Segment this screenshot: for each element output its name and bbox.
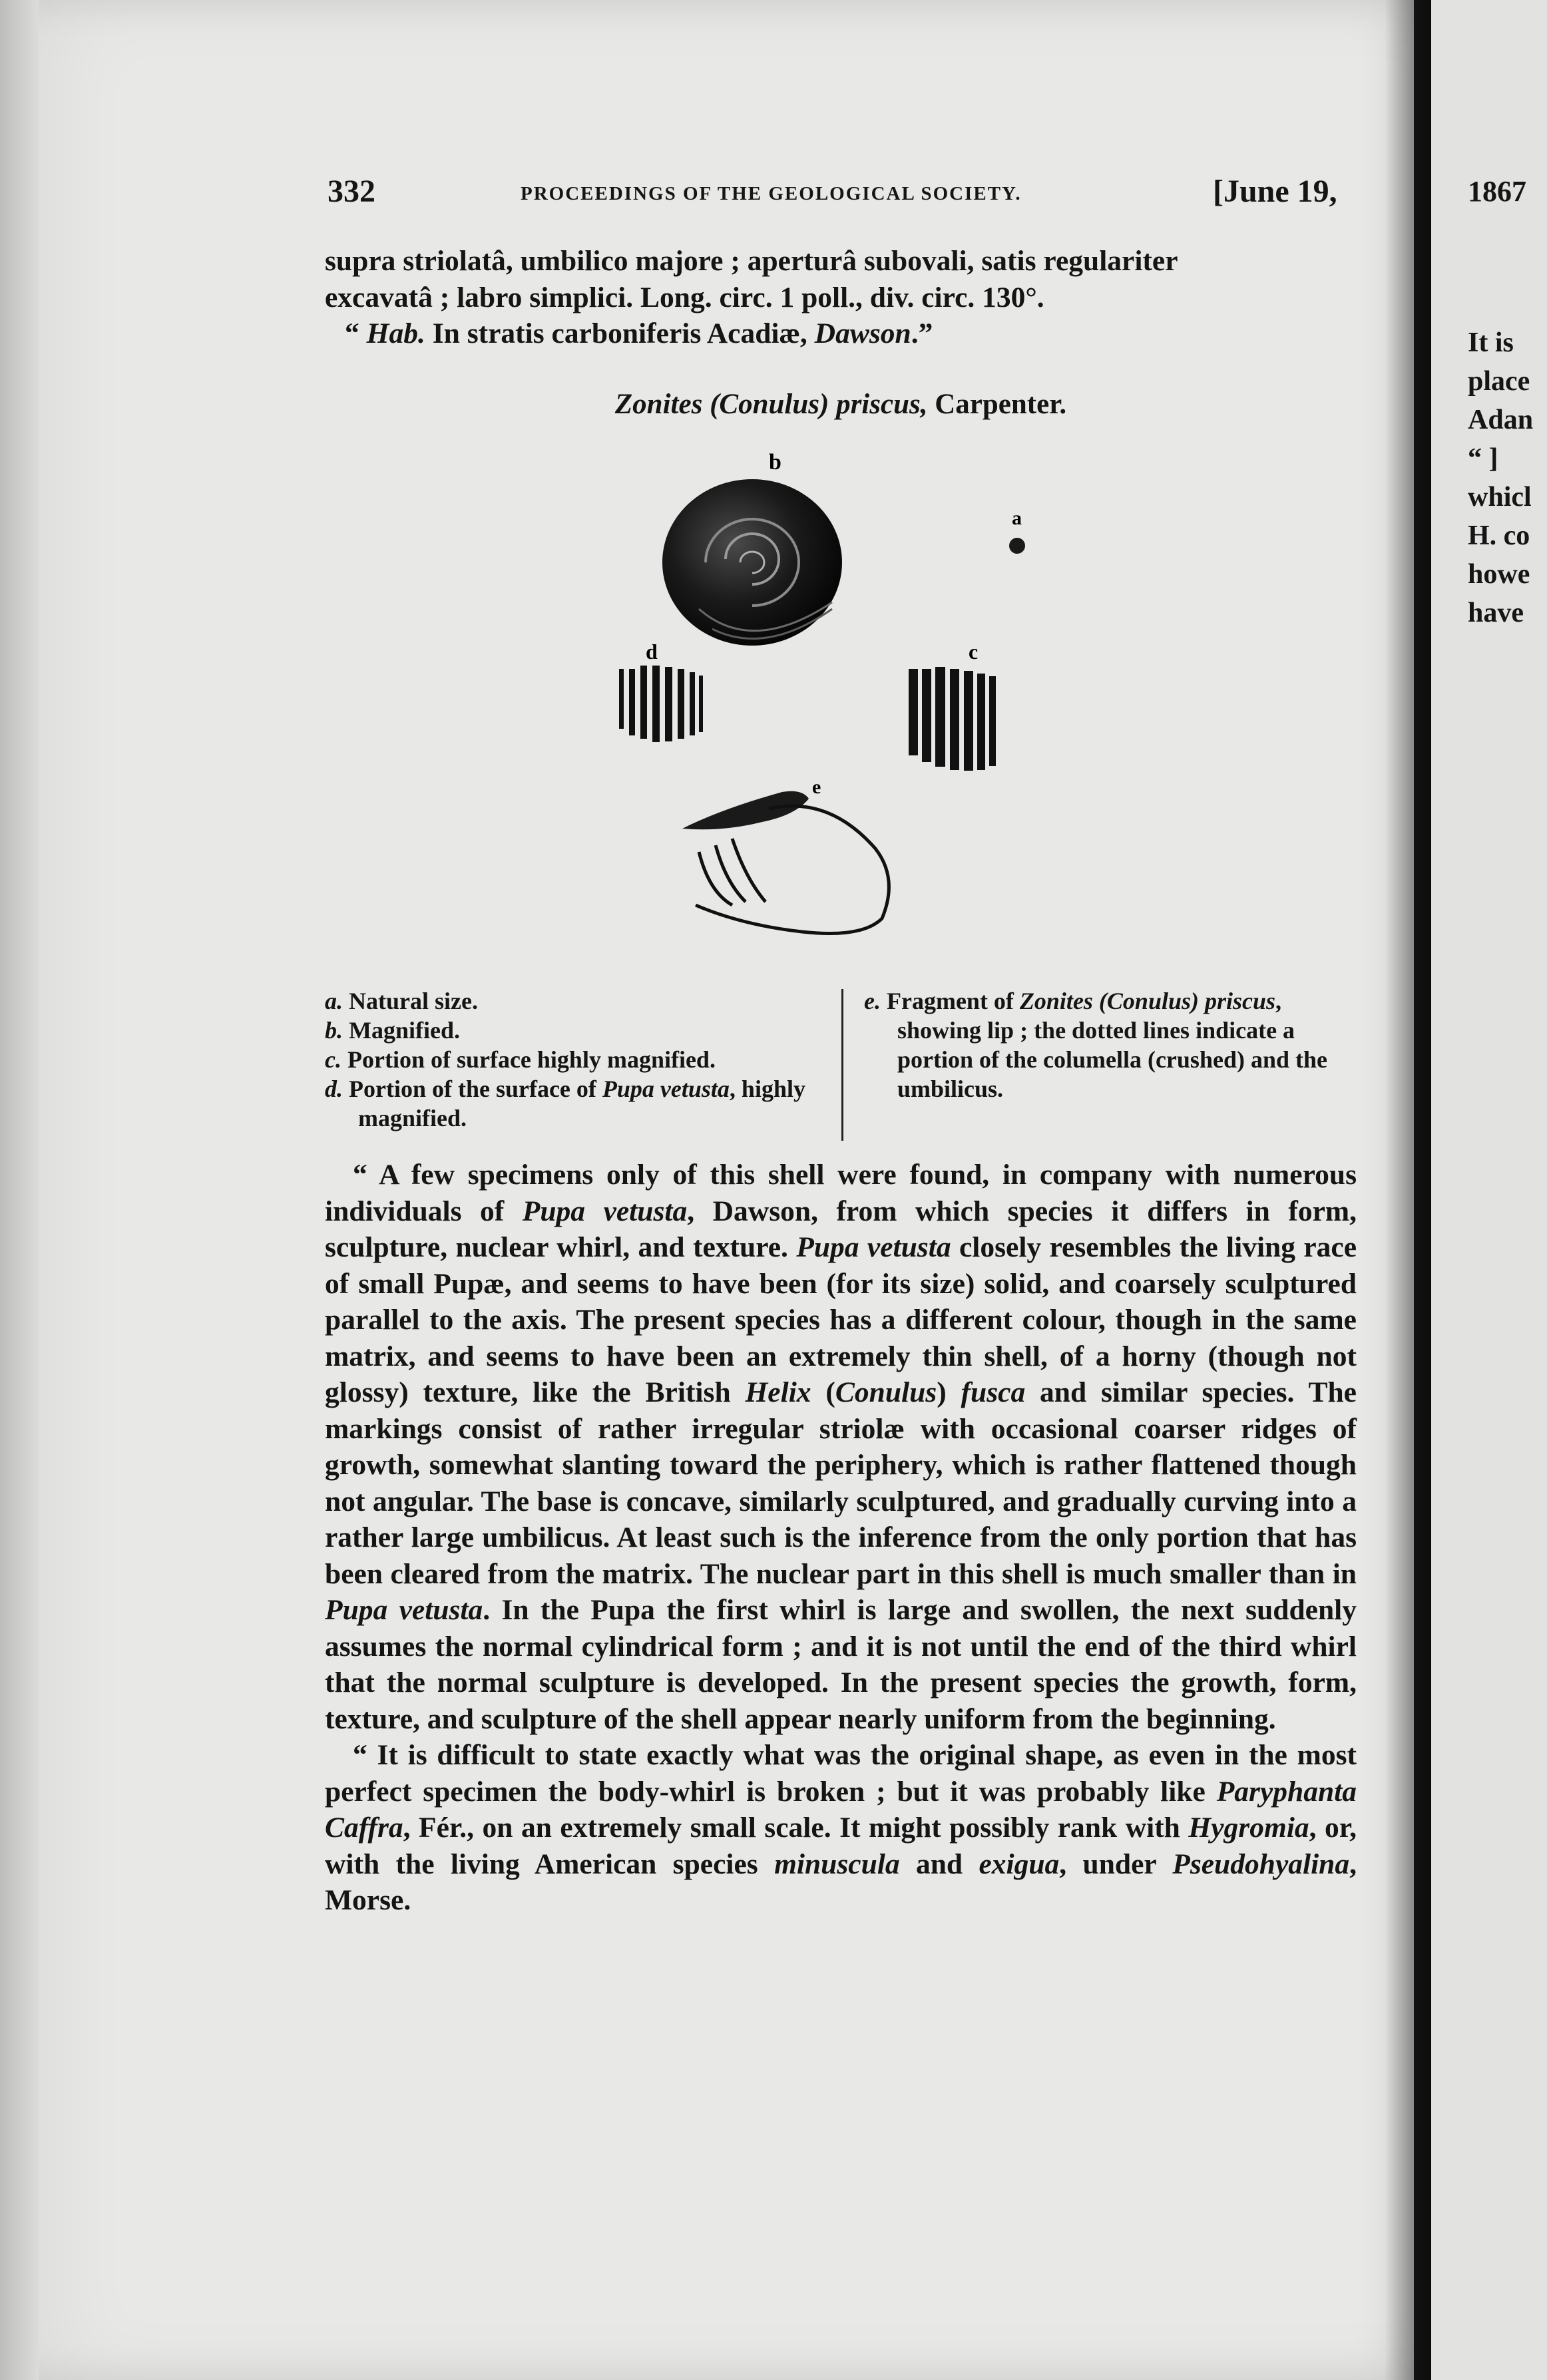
- caption-a-text: Natural size.: [343, 988, 478, 1014]
- habitat-text: In stratis carboniferis Acadiæ,: [425, 317, 815, 349]
- p1-run: closely resembles the living race of small Pupæ, and seems to have been (for its size) solid, and coarsely sculptured parallel to the axis. The present species has a different colour, though in the same matrix, and seems to have been an extremely thin shell, of a horny (though not glossy) texture, like the British: [325, 1231, 1357, 1408]
- page-number: 332: [328, 174, 375, 209]
- caption-b-letter: b.: [325, 1017, 343, 1044]
- pupa-surface-fragment: [619, 666, 703, 742]
- p1-run: , Dawson, from which species it differs in form, sculpture, nuclear whirl, and texture.: [325, 1195, 1357, 1263]
- p2-run: , Fér., on an extremely small scale. It might possibly rank with: [403, 1812, 1189, 1844]
- p2-run: minuscula: [774, 1848, 900, 1880]
- label-a: a: [1012, 507, 1022, 529]
- label-c: c: [969, 640, 979, 664]
- shell-magnified: [662, 479, 842, 646]
- paragraph-2: [325, 1737, 1357, 1919]
- facing-page-line: It is: [1468, 327, 1514, 358]
- p2-run: , or, with the living American species: [325, 1812, 1357, 1880]
- p1-run: Pupa vetusta: [522, 1195, 688, 1227]
- p1-run: Conulus: [835, 1376, 937, 1408]
- figure-title-author: Carpenter.: [927, 389, 1067, 420]
- p1-run: Pupa vetusta: [325, 1594, 483, 1626]
- figure-title: [325, 388, 1357, 421]
- paragraph-1: [325, 1157, 1357, 1737]
- page-edge-shadow: [1385, 0, 1431, 2380]
- caption-e: [864, 986, 1357, 1103]
- captions-left: [325, 986, 831, 1133]
- p1-run: “ A few specimens only of this shell were found, in company with numerous individuals of: [325, 1159, 1357, 1227]
- p2-run: and: [899, 1848, 979, 1880]
- p2-run: , under: [1059, 1848, 1173, 1880]
- figure-title-genus: Zonites: [614, 389, 703, 420]
- facing-page-line: H. co: [1468, 520, 1530, 551]
- surface-fragment: [909, 667, 996, 771]
- caption-b-text: Magnified.: [343, 1017, 460, 1044]
- header-date: [June 19,: [1213, 174, 1337, 209]
- latin-description: [325, 243, 1357, 352]
- latin-line-1: supra striolatâ, umbilico majore ; aperturâ subovali, satis regulariter: [325, 245, 1178, 277]
- shell-fragment-lip: [682, 791, 889, 934]
- shell-natural-size: [1009, 538, 1025, 554]
- caption-c-letter: c.: [325, 1046, 341, 1073]
- p2-run: exigua: [979, 1848, 1060, 1880]
- facing-page-fragment: [1431, 0, 1547, 2380]
- figure-title-subgenus: (Conulus): [710, 389, 829, 420]
- caption-divider: [841, 989, 843, 1141]
- habitat-label: Hab.: [366, 317, 425, 349]
- body-text: [325, 1157, 1357, 1919]
- label-e: e: [812, 776, 821, 798]
- facing-page-header: 1867: [1468, 175, 1526, 208]
- habitat-close: .”: [911, 317, 933, 349]
- p1-run: Pupa vetusta: [796, 1231, 951, 1263]
- habitat-line: [325, 315, 1357, 352]
- p1-run: (: [811, 1376, 835, 1408]
- habitat-author: Dawson: [814, 317, 911, 349]
- journal-title: PROCEEDINGS OF THE GEOLOGICAL SOCIETY.: [521, 183, 1022, 204]
- facing-page-line: have: [1468, 598, 1524, 628]
- facing-page-line: Adan: [1468, 405, 1534, 435]
- caption-d-rest: , highly magnified.: [358, 1076, 805, 1131]
- figure-captions: [325, 986, 1363, 1146]
- shell-illustration: [599, 439, 1105, 972]
- p2-run: Pseudohyalina: [1172, 1848, 1350, 1880]
- quote-mark: “: [345, 317, 367, 349]
- facing-page-line: howe: [1468, 559, 1530, 590]
- p2-run: Paryphanta Caffra: [325, 1775, 1357, 1844]
- caption-e-text: Fragment of: [880, 988, 1020, 1014]
- caption-d: [325, 1074, 831, 1133]
- page-gutter: [0, 0, 39, 2380]
- caption-c-text: Portion of surface highly magnified.: [341, 1046, 716, 1073]
- facing-page-line: place: [1468, 366, 1530, 397]
- p1-run: fusca: [961, 1376, 1026, 1408]
- caption-e-species: Zonites (Conulus) priscus: [1019, 988, 1276, 1014]
- p2-run: , Morse.: [325, 1848, 1357, 1916]
- facing-page-line: “ ]: [1468, 443, 1498, 474]
- p1-run: ): [937, 1376, 961, 1408]
- caption-b: [325, 1016, 831, 1045]
- caption-e-rest: , showing lip ; the dotted lines indicate a portion of the columella (crushed) and the umbilicus.: [897, 988, 1327, 1102]
- p2-run: “ It is difficult to state exactly what was the original shape, as even in the most perfect specimen the body-whirl is broken ; but it was probably like: [325, 1739, 1357, 1808]
- caption-d-species: Pupa vetusta: [602, 1076, 730, 1102]
- caption-d-text: Portion of the surface of: [343, 1076, 602, 1102]
- p1-run: . In the Pupa the first whirl is large and swollen, the next suddenly assumes the normal cylindrical form ; and it is not until the end of the third whirl that the normal sculpture is developed. In the present species the growth, form, texture, and sculpture of the shell appear nearly uniform from the beginning.: [325, 1594, 1357, 1735]
- p1-run: Helix: [745, 1376, 811, 1408]
- label-d: d: [646, 640, 658, 664]
- caption-d-letter: d.: [325, 1076, 343, 1102]
- captions-right: [864, 986, 1357, 1103]
- facing-page-lines: [1468, 246, 1533, 709]
- latin-line-2: excavatâ ; labro simplici. Long. circ. 1 poll., div. circ. 130°.: [325, 281, 1044, 313]
- caption-e-letter: e.: [864, 988, 881, 1014]
- running-head: [328, 173, 1366, 213]
- p2-run: Hygromia: [1188, 1812, 1309, 1844]
- caption-c: [325, 1045, 831, 1074]
- label-b: b: [769, 450, 781, 475]
- p1-run: and similar species. The markings consist of rather irregular striolæ with occasional coarser ridges of growth, somewhat slanting toward the periphery, which is rather flattened though not angular. The base is concave, similarly sculptured, and gradually curving into a rather large umbilicus. At least such is the inference from the only portion that has been cleared from the matrix. The nuclear part in this shell is much smaller than in: [325, 1376, 1357, 1590]
- caption-a: [325, 986, 831, 1016]
- facing-page-line: whicl: [1468, 482, 1532, 512]
- caption-a-letter: a.: [325, 988, 343, 1014]
- figure-title-species: priscus,: [836, 389, 928, 420]
